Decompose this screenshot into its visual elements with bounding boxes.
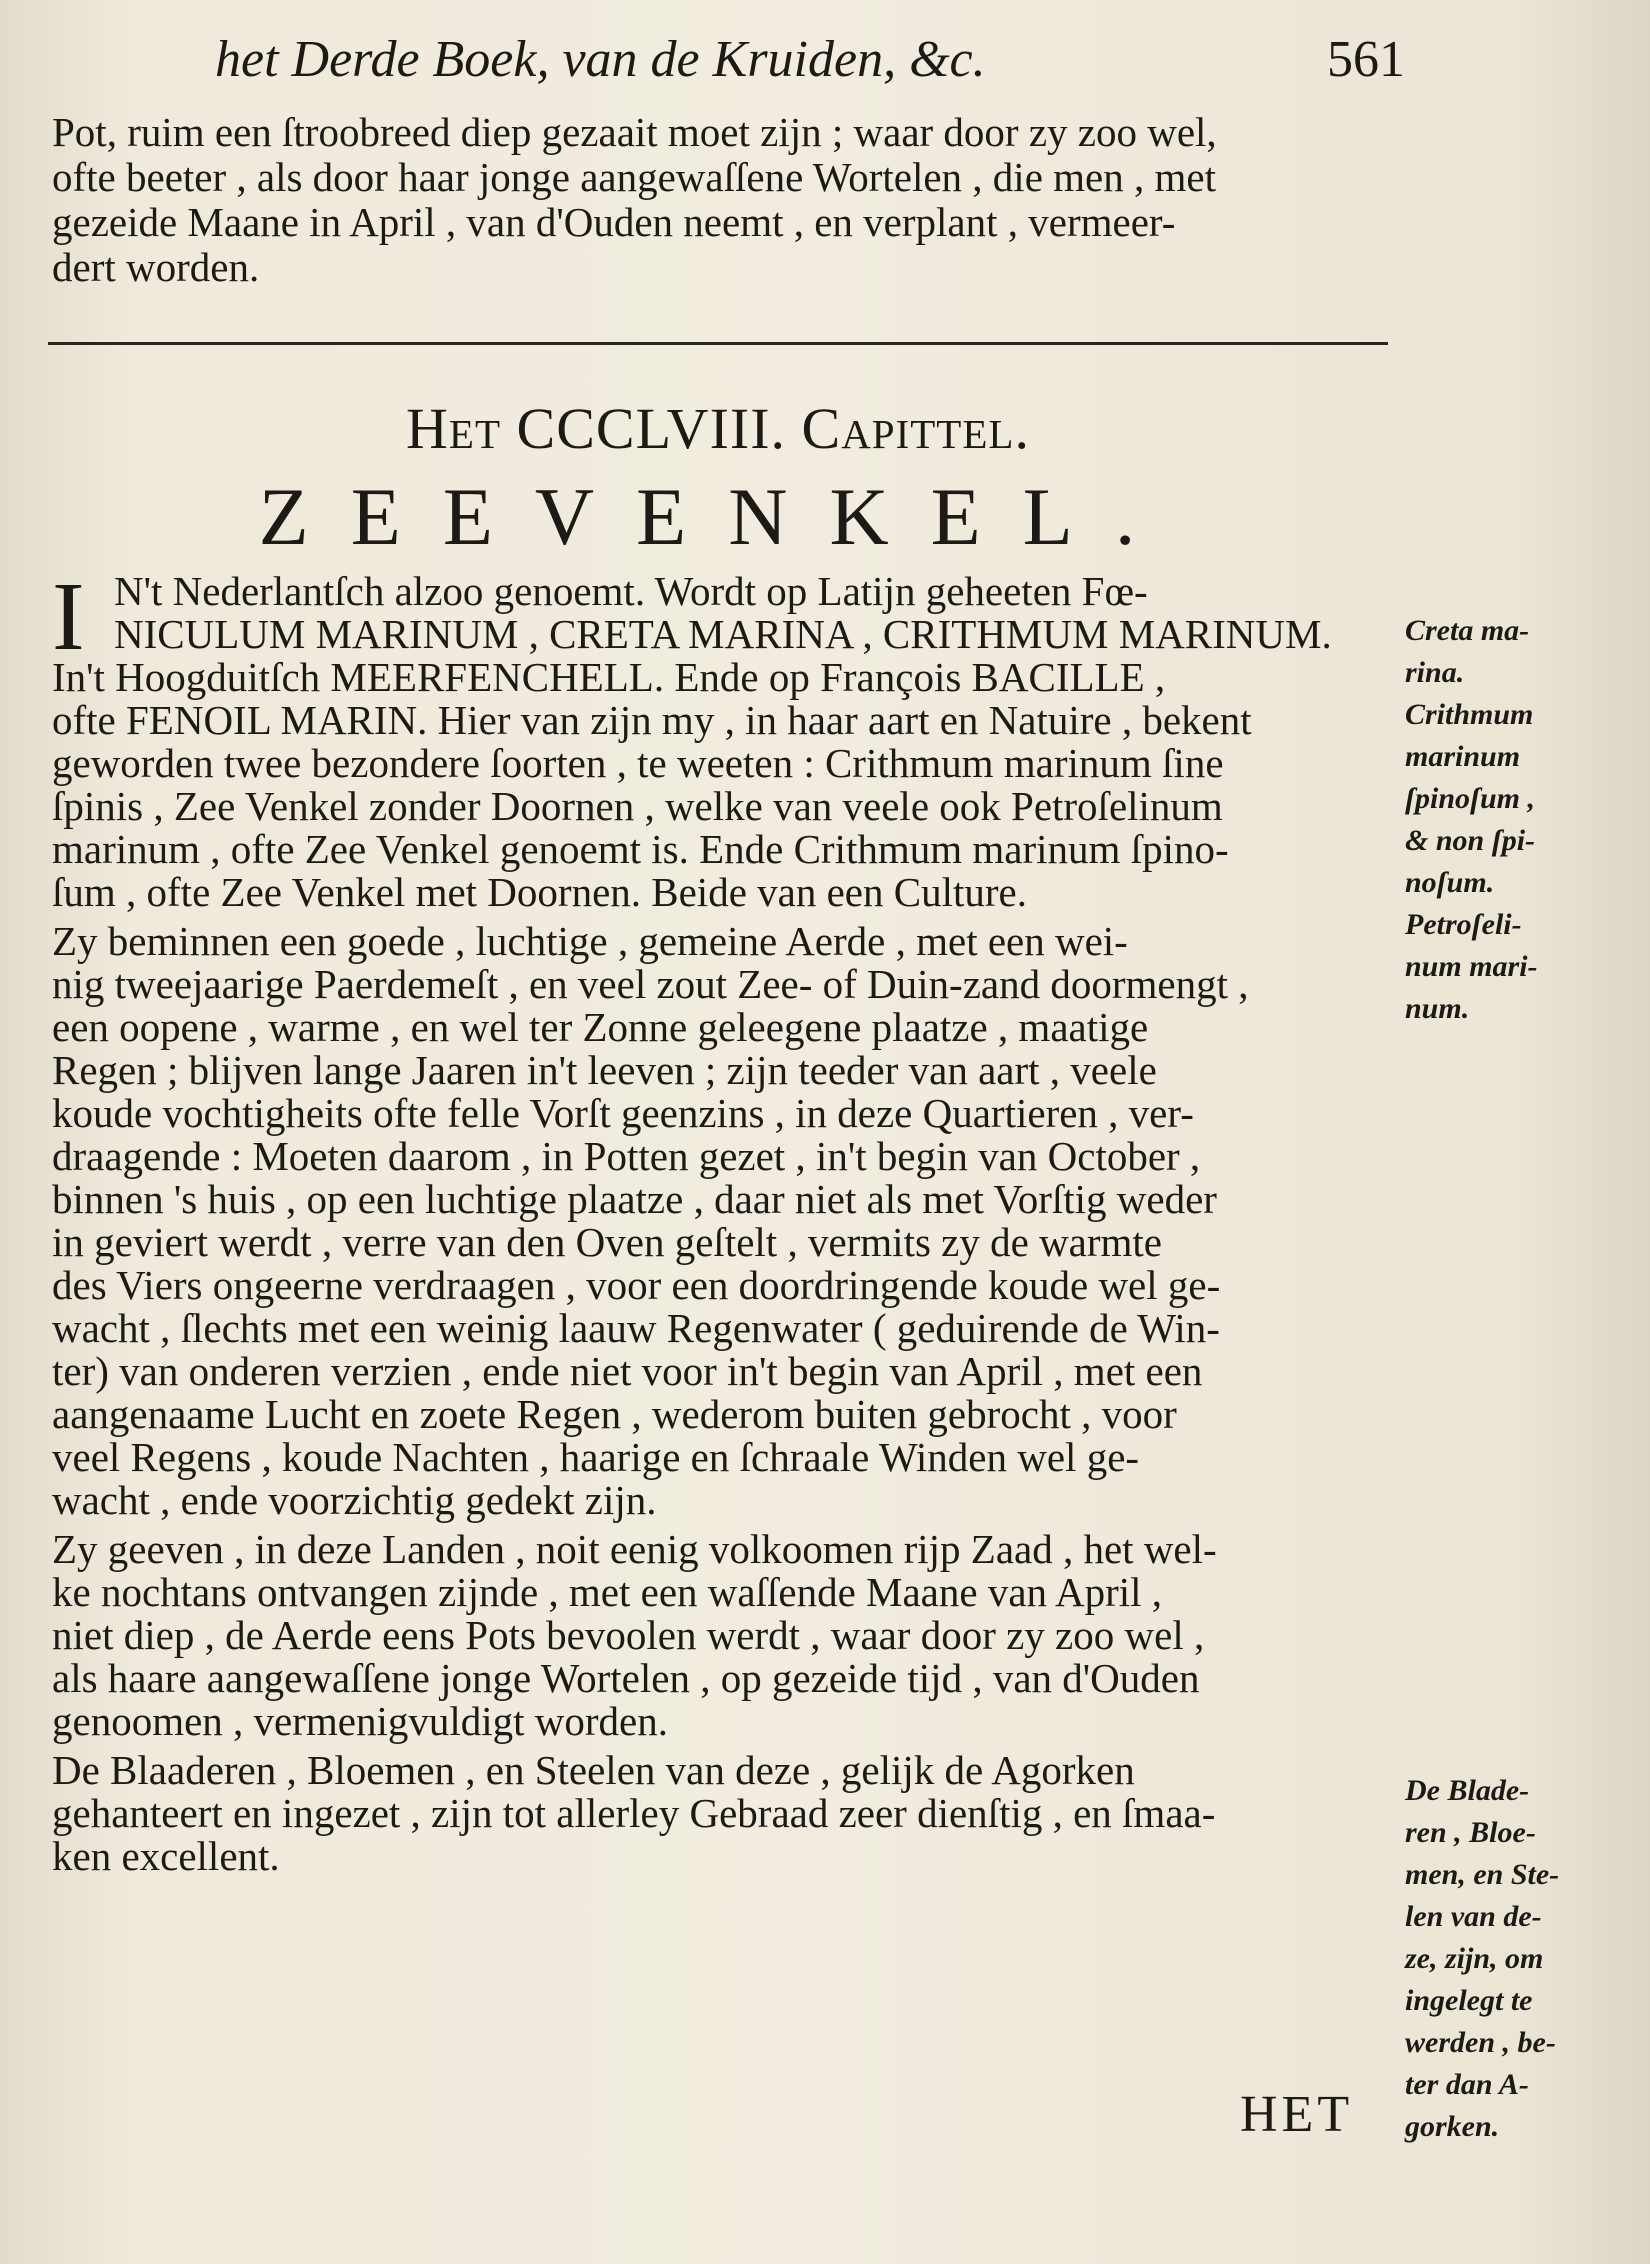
text-line: draagende : Moeten daarom , in Potten gezet , in't begin van October , [52,1133,1201,1179]
text-line: geworden twee bezondere ſoorten , te weeten : Crithmum marinum ſine [52,740,1224,786]
text-line: Regen ; blijven lange Jaaren in't leeven ; zijn teeder van aart , veele [52,1047,1157,1093]
text-line: wacht , ſlechts met een weinig laauw Regenwater ( geduirende de Win- [52,1305,1220,1351]
margin-note-line: marinum [1405,740,1521,773]
text-line: genoomen , vermenigvuldigt worden. [52,1698,669,1744]
margin-note [1405,1770,1605,2148]
drop-cap: I [52,563,85,671]
page-header [205,30,1405,110]
margin-note-line: ingelegt te [1405,1984,1533,2017]
margin-note [1405,610,1605,1030]
text-line: als haare aangewaſſene jonge Wortelen , op gezeide tijd , van d'Ouden [52,1655,1200,1701]
text-line: ſum , ofte Zee Venkel met Doornen. Beide van een Culture. [52,869,1027,915]
margin-note-line: ter dan A- [1405,2068,1529,2101]
margin-note-line: Petroſeli- [1405,908,1522,941]
text-line: wacht , ende voorzichtig gedekt zijn. [52,1477,657,1523]
margin-note-line: De Blade- [1405,1774,1530,1807]
text-line: Pot, ruim een ſtroobreed diep gezaait moet zijn ; waar door zy zoo wel, [52,109,1217,155]
text-line: ken excellent. [52,1833,280,1879]
margin-note-line: ze, zijn, om [1405,1942,1544,1975]
text-line: niet diep , de Aerde eens Pots bevoolen werdt , waar door zy zoo wel , [52,1612,1205,1658]
text-line: Zy geeven , in deze Landen , noit eenig volkoomen rijp Zaad , het wel- [52,1526,1217,1572]
margin-note-line: ſpinoſum , [1405,782,1536,815]
text-line: koude vochtigheits ofte felle Vorſt geenzins , in deze Quartieren , ver- [52,1090,1194,1136]
text-line: in geviert werdt , verre van den Oven geſtelt , vermits zy de warmte [52,1219,1163,1265]
text-line: aangenaame Lucht en zoete Regen , wederom buiten gebrocht , voor [52,1391,1177,1437]
margin-note-line: ren , Bloe- [1405,1816,1536,1849]
text-line: De Blaaderen , Bloemen , en Steelen van deze , gelijk de Agorken [52,1747,1135,1793]
text-line: ter) van onderen verzien , ende niet voor in't begin van April , met een [52,1348,1203,1394]
margin-note-line: werden , be- [1405,2026,1556,2059]
margin-note-line: Crithmum [1405,698,1534,731]
continued-paragraph [52,110,1392,290]
margin-note-line: len van de- [1405,1900,1542,1933]
text-line: veel Regens , koude Nachten , haarige en ſchraale Winden wel ge- [52,1434,1140,1480]
margin-note-line: men, en Ste- [1405,1858,1560,1891]
chapter-title: ZEEVENKEL. [258,471,1178,562]
chapter-heading: Het CCCLVIII. Capittel. [406,396,1030,461]
text-line: gehanteert en ingezet , zijn tot allerley Gebraad zeer dienſtig , en ſmaa- [52,1790,1216,1836]
text-line: dert worden. [52,244,260,290]
text-line: In't Hoogduitſch MEERFENCHELL. Ende op François BACILLE , [52,654,1166,700]
text-line: des Viers ongeerne verdraagen , voor een doordringende koude wel ge- [52,1262,1221,1308]
margin-note-line: & non ſpi- [1405,824,1536,857]
text-line: ſpinis , Zee Venkel zonder Doornen , welke van veele ook Petroſelinum [52,783,1223,829]
margin-note-line: noſum. [1405,866,1495,899]
text-line: ke nochtans ontvangen zijnde , met een waſſende Maane van April , [52,1569,1163,1615]
section-divider [48,342,1388,345]
text-line: N't Nederlantſch alzoo genoemt. Wordt op Latijn geheeten Fœ- [114,568,1148,614]
text-line: marinum , ofte Zee Venkel genoemt is. Ende Crithmum marinum ſpino- [52,826,1229,872]
catchword: HET [1240,2086,1354,2143]
text-line: ofte FENOIL MARIN. Hier van zijn my , in haar aart en Natuire , bekent [52,697,1252,743]
text-line: ofte beeter , als door haar jonge aangewaſſene Wortelen , die men , met [52,154,1216,200]
text-line: nig tweejaarige Paerdemeſt , en veel zout Zee- of Duin-zand doormengt , [52,961,1249,1007]
running-title: het Derde Boek, van de Kruiden, &c. [215,31,986,88]
text-line: binnen 's huis , op een luchtige plaatze , daar niet als met Vorſtig weder [52,1176,1217,1222]
margin-note-line: gorken. [1405,2110,1500,2143]
margin-note-line: num mari- [1405,950,1538,983]
margin-note-line: Creta ma- [1405,614,1530,647]
text-line: gezeide Maane in April , van d'Ouden neemt , en verplant , vermeer- [52,199,1176,245]
page-number: 561 [1327,31,1405,88]
margin-note-line: rina. [1405,656,1465,689]
margin-note-line: num. [1405,992,1470,1025]
text-line: een oopene , warme , en wel ter Zonne geleegene plaatze , maatige [52,1004,1149,1050]
text-line: NICULUM MARINUM , CRETA MARINA , CRITHMUM MARINUM. [114,611,1332,657]
chapter-body [52,563,1392,1879]
text-line: Zy beminnen een goede , luchtige , gemeine Aerde , met een wei- [52,918,1128,964]
